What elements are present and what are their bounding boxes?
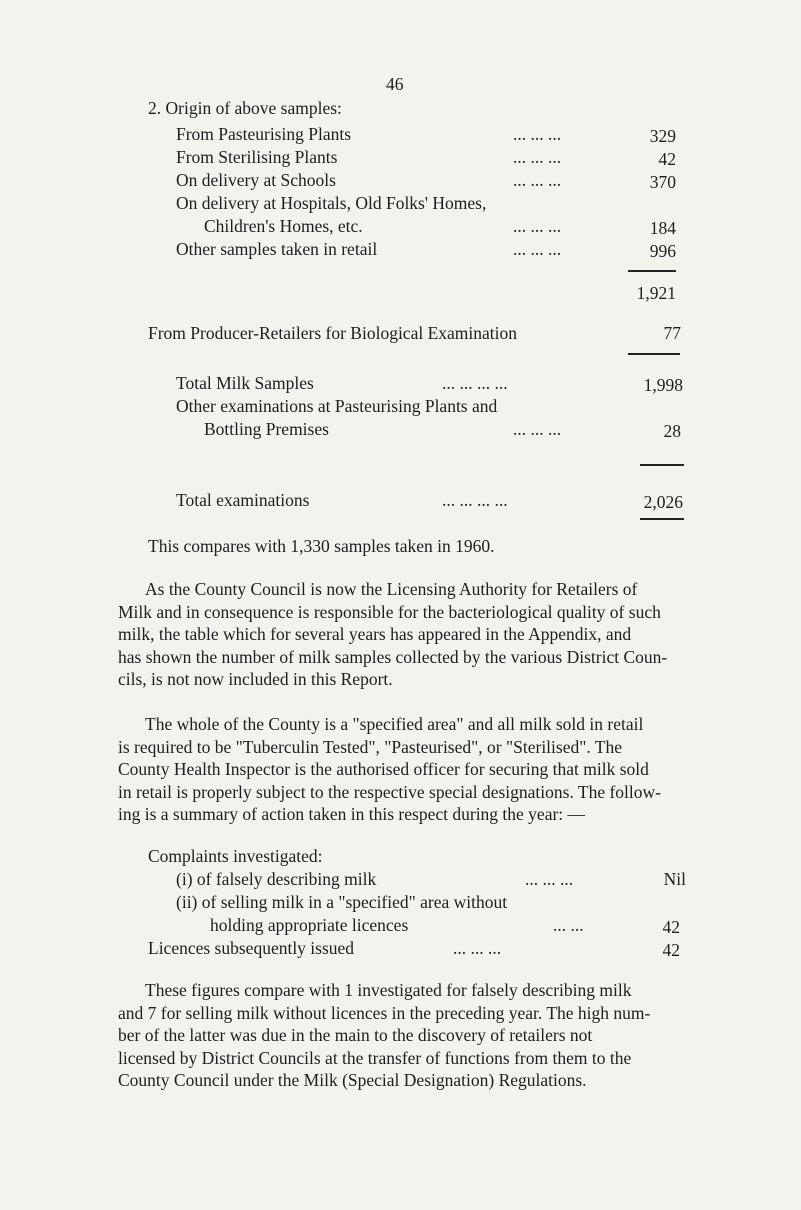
licences-value: 42	[662, 940, 680, 960]
row-label: From Sterilising Plants	[176, 147, 338, 167]
other-exam-dots: ... ... ...	[513, 419, 562, 439]
total-exam-rule	[640, 464, 684, 466]
paragraph-line: ing is a summary of action taken in this respect during the year: —	[118, 804, 586, 825]
paragraph-line: licensed by District Councils at the transfer of functions from them to the	[118, 1047, 632, 1068]
paragraph-line: milk, the table which for several years has appeared in the Appendix, and	[118, 624, 632, 645]
paragraph-line: has shown the number of milk samples collected by the various District Coun-	[118, 646, 668, 667]
complaint-item-2-cont: holding appropriate licences	[210, 915, 409, 935]
row-dots: ... ... ...	[513, 170, 562, 190]
row-label: On delivery at Schools	[176, 170, 336, 190]
paragraph-line: County Health Inspector is the authorised officer for securing that milk sold	[118, 759, 649, 780]
row-value: 184	[649, 218, 676, 238]
other-exam-label-cont: Bottling Premises	[204, 419, 329, 439]
licences-dots: ... ... ...	[453, 938, 502, 958]
other-exam-value: 28	[663, 421, 681, 441]
complaint-item-1-value: Nil	[663, 869, 686, 889]
paragraph-line: Milk and in consequence is responsible for the bacteriological quality of such	[118, 601, 661, 622]
producer-value: 77	[663, 323, 681, 343]
total-milk-rule	[628, 353, 680, 355]
row-dots: ... ... ...	[513, 147, 562, 167]
subtotal-value: 1,921	[636, 283, 676, 303]
complaints-heading: Complaints investigated:	[148, 846, 323, 866]
total-exam-dots: ... ... ... ...	[442, 490, 508, 510]
complaint-item-2: (ii) of selling milk in a "specified" area without	[176, 892, 508, 912]
subtotal-rule	[628, 270, 676, 272]
row-label: Other samples taken in retail	[176, 239, 378, 259]
row-dots: ... ... ...	[513, 124, 562, 144]
paragraph-line: cils, is not now included in this Report.	[118, 669, 393, 690]
paragraph-line: is required to be "Tuberculin Tested", "Pasteurised", or "Sterilised". The	[118, 736, 623, 757]
row-value: 996	[649, 241, 676, 261]
total-milk-dots: ... ... ... ...	[442, 373, 508, 393]
paragraph-line: The whole of the County is a "specified area" and all milk sold in retail	[145, 714, 644, 734]
paragraph-comparison	[118, 979, 738, 1092]
paragraph-line: County Council under the Milk (Special Designation) Regulations.	[118, 1070, 587, 1091]
total-milk-label: Total Milk Samples	[176, 373, 314, 393]
page-number: 46	[386, 74, 404, 94]
row-value: 42	[658, 149, 676, 169]
total-exam-underline	[640, 518, 684, 520]
row-label: From Pasteurising Plants	[176, 124, 352, 144]
row-label: On delivery at Hospitals, Old Folks' Homes,	[176, 193, 487, 213]
paragraph-line: ber of the latter was due in the main to the discovery of retailers not	[118, 1025, 593, 1046]
compare-line: This compares with 1,330 samples taken in 1960.	[148, 536, 495, 556]
row-value: 329	[649, 126, 676, 146]
section-heading: 2. Origin of above samples:	[148, 98, 342, 118]
row-label: Children's Homes, etc.	[204, 216, 363, 236]
complaint-item-2-dots: ... ...	[553, 915, 584, 935]
row-dots: ... ... ...	[513, 216, 562, 236]
paragraph-line: As the County Council is now the Licensing Authority for Retailers of	[145, 579, 638, 599]
paragraph-line: in retail is properly subject to the respective special designations. The follow-	[118, 781, 661, 802]
row-dots: ... ... ...	[513, 239, 562, 259]
complaint-item-1: (i) of falsely describing milk	[176, 869, 377, 889]
paragraph-line: These figures compare with 1 investigated for falsely describing milk	[145, 980, 632, 1000]
row-value: 370	[649, 172, 676, 192]
licences-label: Licences subsequently issued	[148, 938, 355, 958]
other-exam-label: Other examinations at Pasteurising Plants and	[176, 396, 498, 416]
total-exam-label: Total examinations	[176, 490, 310, 510]
paragraph-licensing	[118, 578, 738, 691]
complaint-item-2-value: 42	[662, 917, 680, 937]
paragraph-line: and 7 for selling milk without licences in the preceding year. The high num-	[118, 1002, 651, 1023]
paragraph-specified-area	[118, 713, 738, 826]
total-exam-value: 2,026	[643, 492, 683, 512]
producer-label: From Producer-Retailers for Biological Examination	[148, 323, 518, 343]
complaint-item-1-dots: ... ... ...	[525, 869, 574, 889]
total-milk-value: 1,998	[643, 375, 683, 395]
